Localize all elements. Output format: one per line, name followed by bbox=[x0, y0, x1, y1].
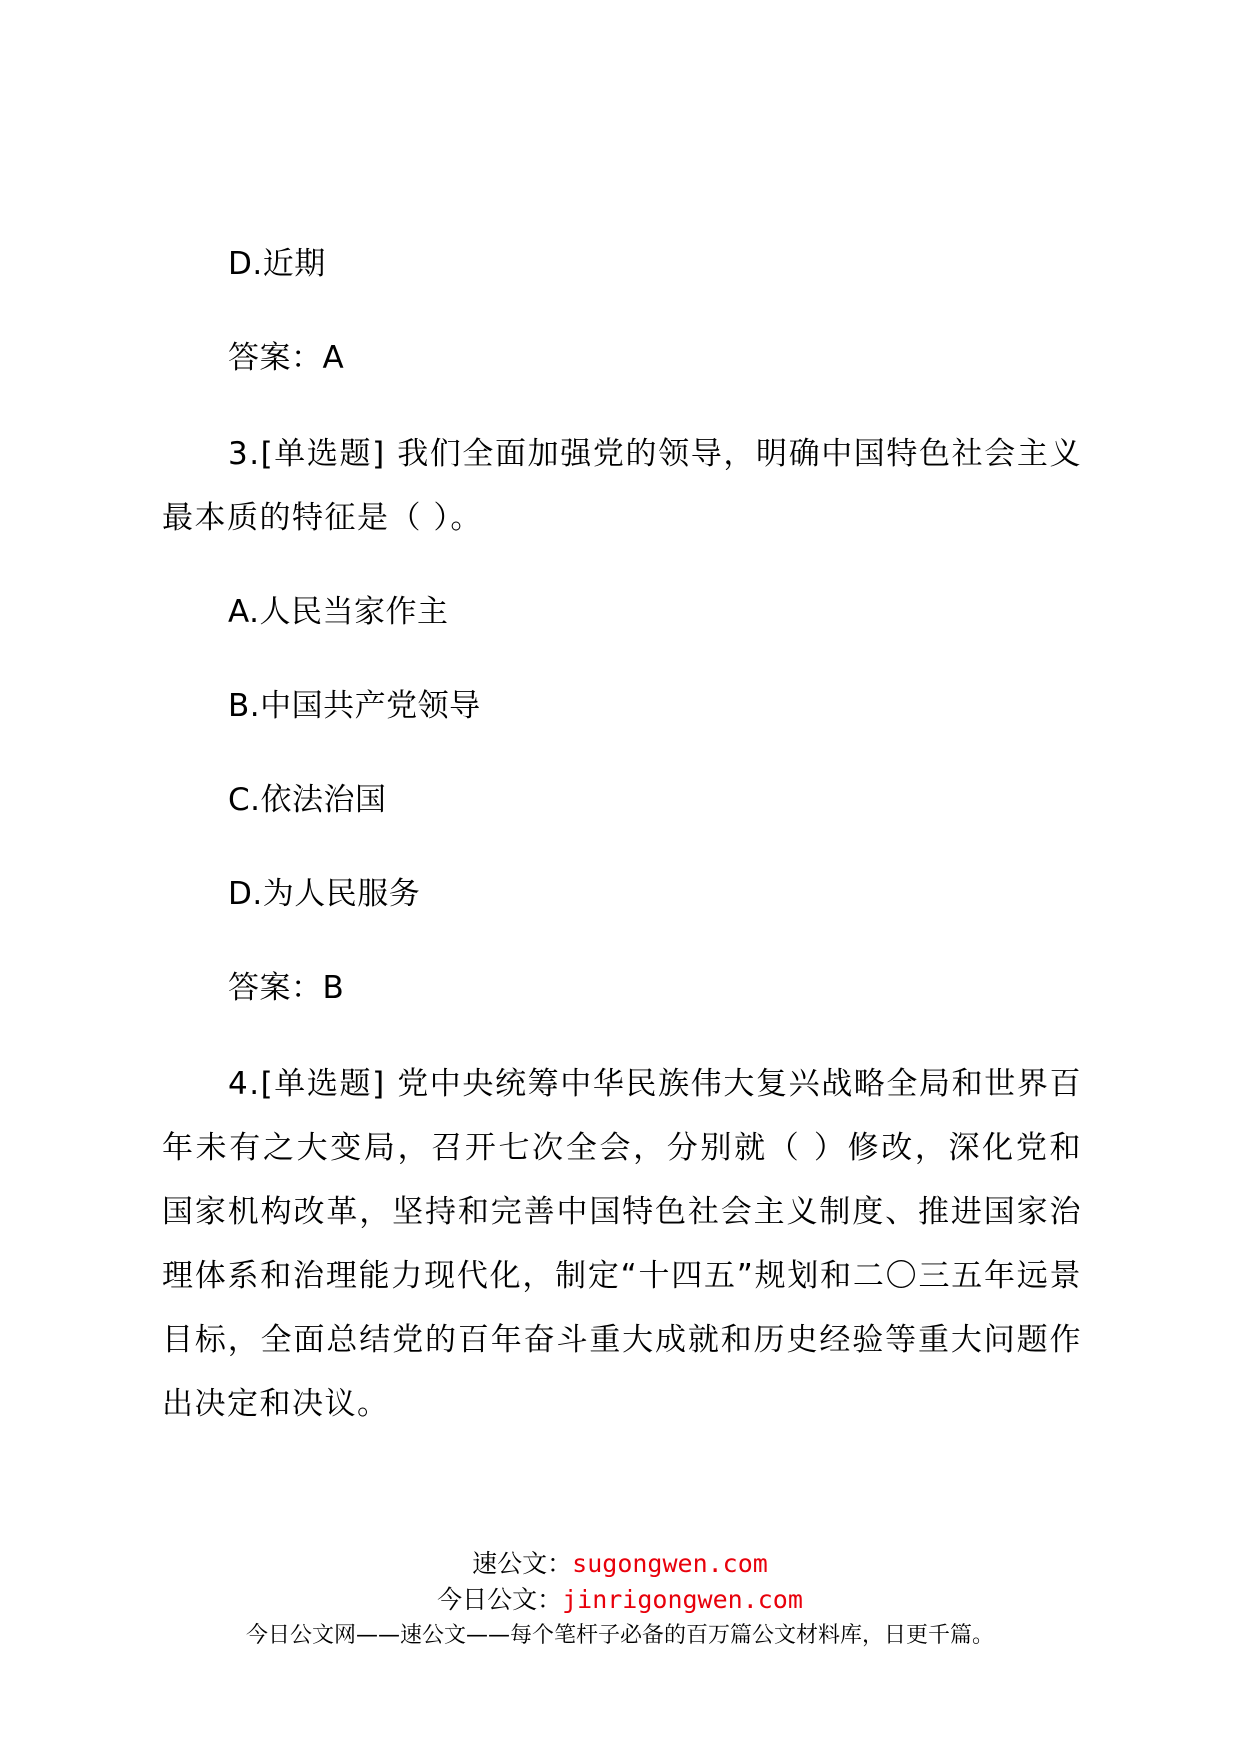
footer-site1 bbox=[0, 1548, 1240, 1580]
footer-site1-label: 速公文： bbox=[472, 1549, 573, 1578]
q2-option-d: D.近期 bbox=[228, 246, 326, 282]
footer-site2-label: 今日公文： bbox=[437, 1585, 563, 1614]
footer-site2-link[interactable]: jinrigongwen.com bbox=[562, 1585, 803, 1614]
q3-option-a: A.人民当家作主 bbox=[228, 594, 449, 630]
q3-answer: 答案：B bbox=[228, 970, 345, 1006]
q2-answer: 答案：A bbox=[228, 340, 345, 376]
footer-tagline: 今日公文网——速公文——每个笔杆子必备的百万篇公文材料库，日更千篇。 bbox=[245, 1623, 994, 1648]
q3-option-d: D.为人民服务 bbox=[228, 876, 421, 912]
q3-stem: 3.[单选题] 我们全面加强党的领导，明确中国特色社会主义最本质的特征是（ ）。 bbox=[162, 436, 1082, 536]
q3-option-b: B.中国共产党领导 bbox=[228, 688, 481, 724]
q3-option-c: C.依法治国 bbox=[228, 782, 387, 818]
footer-site2 bbox=[0, 1584, 1240, 1616]
footer-site1-link[interactable]: sugongwen.com bbox=[572, 1549, 768, 1578]
q4-stem: 4.[单选题] 党中央统筹中华民族伟大复兴战略全局和世界百年未有之大变局，召开七次全会，分别就（ ）修改，深化党和国家机构改革，坚持和完善中国特色社会主义制度、推进国家治理体系和治理能力现代化，制定“十四五”规划和二〇三五年远景目标，全面总结党的百年奋斗重大成就和历史经验等重大问题作出决定和决议。 bbox=[162, 1066, 1082, 1422]
